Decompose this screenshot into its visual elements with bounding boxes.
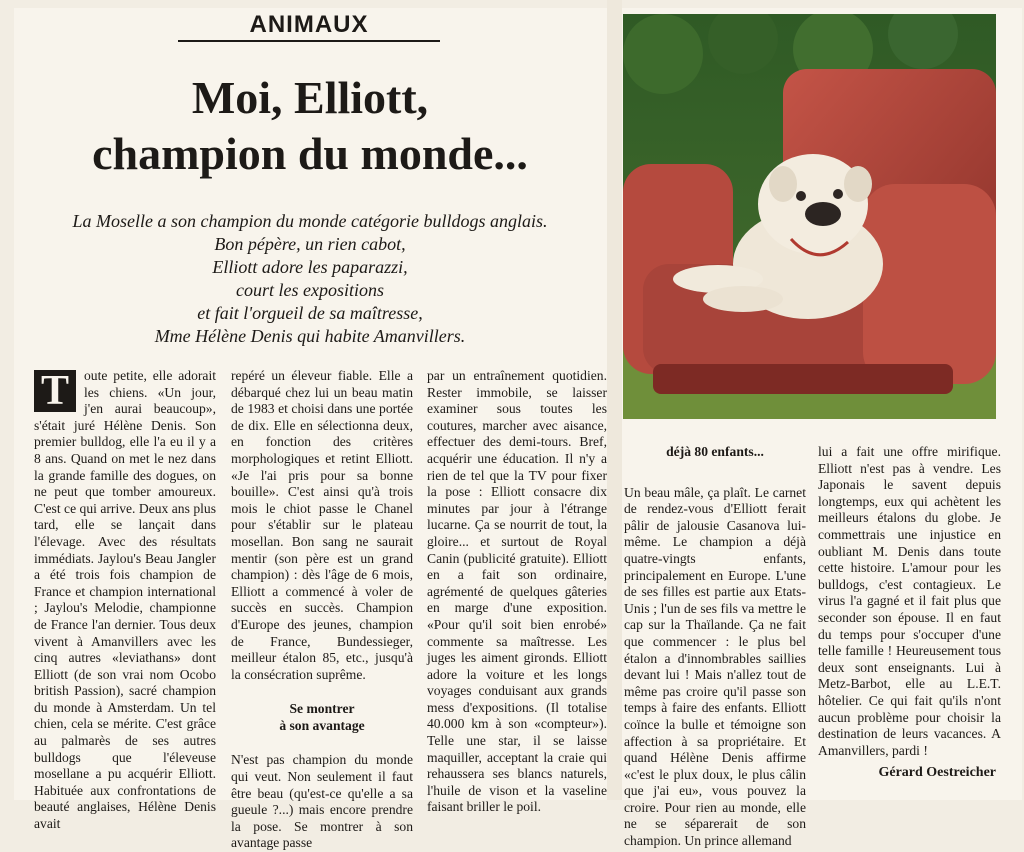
column-1-text: oute petite, elle adorait les chiens. «Un jour, j'en aurai beaucoup», s'était juré Hélène Denis. Son premier bulldog, elle l'a eu il y a 8 ans. Quand on met le nez dans la grande famille des dogues, on ne peut que tomber amoureux. C'est ce qui arrive. Deux ans plus tard, elle se lançait dans l'élevage. Avec des résultats immédiats. Jaylou's Beau Jangler a été trois fois champion de France et champion international ; Jaylou's Melodie, championne de France l'an dernier. Tous deux vivent à Amanvillers avec les cinq autres «leviathans» dont Elliott (de son vrai nom Ocobo british Passion), sacré champion du monde à Amsterdam. Un tel chien, cela se mérite. C'est grâce au palmarès de ses autres bulldogs que l'éleveuse mosellane a pu acquérir Elliott. Habituée aux confrontations de beauté anglaises, Hélène Denis avait — [34, 368, 216, 832]
column-5 — [818, 444, 1001, 759]
dropcap: T — [34, 370, 76, 412]
elliott-photo — [623, 14, 996, 419]
intro-line: Elliott adore les paparazzi, — [212, 257, 408, 277]
bulldog-armchair-illustration — [623, 14, 996, 419]
column-2-text: repéré un éleveur fiable. Elle a débarqué chez lui un beau matin de 1983 et choisi dans une portée de dix. Elle en sélectionna deux, en fonction des critères morphologiques et retint Elliott. «Je l'ai pris pour sa bonne bouille». C'est ainsi qu'à trois mois le chiot passe le Chanel pour s'établir sur le plateau mosellan. Bon sang ne saurait mentir (son père est un grand champion) : dès l'âge de 6 mois, Elliott a commencé à voler de succès en succès. Champion d'Europe des jeunes, champion de France, Bundessieger, meilleur étalon 85, etc., jusqu'à la consécration suprême. — [231, 368, 413, 682]
column-5-text: lui a fait une offre mirifique. Elliott n'est pas à vendre. Les Japonais le savent depuis longtemps, eux qui achètent les meilleurs étalons du globe. Je commettrais une injustice en oubliant M. Denis dans toute cette histoire. L'amour pour les bulldogs, c'est contagieux. Le virus l'a gagné et il fait plus que seconder son épouse. Il en faut du temps pour s'occuper d'une telle famille ! Heureusement tous deux sont enseignants. Lui à Metz-Barbot, elle au L.E.T. hôtelier. Ce qui fait qu'ils n'ont aucun problème pour choisir la destination de leurs vacances. A Amanvillers, pardi ! — [818, 444, 1001, 758]
gutter — [607, 0, 622, 800]
column-2b-text: N'est pas champion du monde qui veut. Non seulement il faut être beau (qu'est-ce qu'elle a sa gueule ?...) mais encore prendre la pose. Se montrer à son avantage passe — [231, 752, 413, 851]
column-4 — [624, 444, 806, 850]
subhead-line: à son avantage — [279, 717, 365, 733]
intro-line: La Moselle a son champion du monde catégorie bulldogs anglais. — [72, 211, 548, 231]
column-4-text: Un beau mâle, ça plaît. Le carnet de rendez-vous d'Elliott ferait pâlir de jalousie Casanova lui-même. Le champion a déjà quatre-vingts enfants, principalement en Europe. L'une de ses filles est partie aux Etats-Unis ; l'un de ses fils va mettre le cap sur la Thaïlande. Ça ne fait que commencer : le plus bel étalon a d'innombrables saillies devant lui ! Mais n'allez tout de même pas croire qu'il passe son temps à faire des enfants. Elliott coïnce la bulle et témoigne son affection à sa propriétaire. Et quand Hélène Denis affirme «c'est le plux doux, le plus câlin que j'ai eu», vous pouvez la croire. Pour rien au monde, elle ne se séparerait de son champion. Un prince allemand — [624, 484, 806, 849]
author-signature: Gérard Oestreicher — [878, 765, 996, 780]
intro-lead — [30, 210, 590, 348]
intro-line: court les expositions — [236, 280, 384, 300]
column-2 — [231, 368, 413, 852]
column-3 — [427, 368, 607, 816]
column-1 — [34, 368, 216, 833]
section-heading: ANIMAUX — [178, 10, 440, 42]
intro-line: Bon pépère, un rien cabot, — [214, 234, 406, 254]
headline — [30, 70, 590, 182]
subhead-enfants: déjà 80 enfants... — [666, 444, 764, 459]
intro-line: Mme Hélène Denis qui habite Amanvillers. — [154, 326, 466, 346]
column-3-text: par un entraînement quotidien. Rester immobile, se laisser examiner sous toutes les coutures, marcher avec aisance, effectuer des demi-tours. Bref, acquérir une éducation. Il n'y a rien de tel que la TV pour fixer la pose : Elliott consacre dix minutes par jour à l'étrange lucarne. Ça se nourrit de tout, la gloire... et surtout de Royal Canin (publicité gratuite). Elliott en a fait son ordinaire, agrémenté de quelques gâteries en marge d'une exposition. «Pour qu'il soit bien enrobé» commente sa maîtresse. Les juges les aiment gironds. Elliott adore la voiture et les longs voyages conduisant aux grands mess d'expositions. (Il totalise 40.000 km à son «compteur»). Telle une star, il se laisse maquiller, acceptant la craie qui rehaussera ses blancs naturels, l'huile de vison et la vaseline faisant briller le poil. — [427, 368, 607, 815]
headline-line-2: champion du monde... — [92, 128, 528, 179]
headline-line-1: Moi, Elliott, — [191, 72, 429, 123]
subhead-se-montrer — [231, 701, 413, 734]
intro-line: et fait l'orgueil de sa maîtresse, — [197, 303, 423, 323]
subhead-line: Se montrer — [289, 701, 355, 717]
